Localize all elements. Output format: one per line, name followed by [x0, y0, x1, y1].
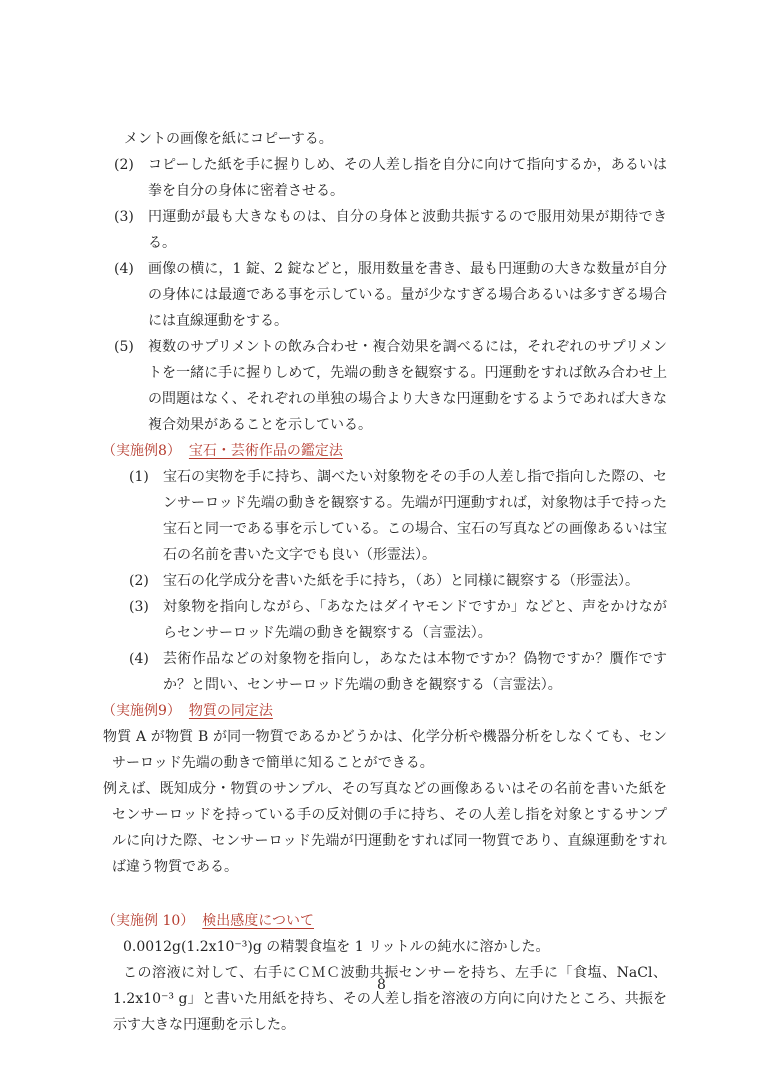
- list-item: [114, 152, 667, 204]
- item-text: 対象物を指向しながら、「あなたはダイヤモンドですか」などと、声をかけながらセンサーロッド先端の動きを観察する（言霊法）。: [163, 599, 667, 641]
- item-text: 複数のサプリメントの飲み合わせ・複合効果を調べるには，それぞれのサプリメントを一緒に手に握りしめて，先端の動きを観察する。円運動をすれば飲み合わせ上の問題はなく、それぞれの単独の場合より大きな円運動をするようであれば大きな複合効果があることを示している。: [148, 339, 667, 433]
- item-text: コピーした紙を手に握りしめ、その人差し指を自分に向けて指向するか，あるいは拳を自分の身体に密着させる。: [148, 157, 667, 199]
- page-number: 8: [377, 977, 386, 993]
- example8-title: 宝石・芸術作品の鑑定法: [188, 443, 343, 459]
- item-number: (2): [129, 573, 149, 589]
- item-number: (3): [129, 599, 149, 615]
- item-text: 宝石の化学成分を書いた紙を手に持ち，（あ）と同様に観察する（形霊法）。: [163, 573, 639, 589]
- section-gap: [100, 880, 667, 908]
- item-number: (5): [114, 339, 134, 355]
- example9-label: （実施例9）: [102, 703, 181, 719]
- list-item: [114, 256, 667, 334]
- list-item: [114, 204, 667, 256]
- example10-heading: [102, 908, 667, 934]
- intro-numbered-list: [114, 152, 667, 438]
- continuation-line: メントの画像を紙にコピーする。: [124, 131, 333, 147]
- list-item: [129, 646, 667, 698]
- example9-heading: [102, 698, 667, 724]
- example10-paragraph: この溶液に対して、右手にＣＭＣ波動共振センサーを持ち、左手に「食塩、NaCl、1.2x10⁻³ g」と書いた用紙を持ち、その人差し指を溶液の方向に向けたところ、共振を示す大きな円運動を示した。: [113, 965, 667, 1033]
- example10-paragraph: 0.0012g(1.2x10⁻³)g の精製食塩を 1 リットルの純水に溶かした。: [123, 939, 550, 955]
- example9-title: 物質の同定法: [188, 703, 273, 719]
- example10-label: （実施例 10）: [102, 913, 195, 929]
- example10-title: 検出感度について: [202, 913, 314, 929]
- item-text: 宝石の実物を手に持ち、調べたい対象物をその手の人差し指で指向した際の、センサーロッド先端の動きを観察する。先端が円運動すれば，対象物は手で持った宝石と同一である事を示している。この場合、宝石の写真などの画像あるいは宝石の名前を書いた文字でも良い（形霊法）。: [163, 469, 667, 563]
- list-item: [129, 594, 667, 646]
- item-text: 芸術作品などの対象物を指向し，あなたは本物ですか？偽物ですか？贋作ですか？と問い、センサーロッド先端の動きを観察する（言霊法）。: [163, 651, 667, 693]
- example8-numbered-list: [129, 464, 667, 698]
- item-number: (3): [114, 209, 134, 225]
- item-number: (4): [129, 651, 149, 667]
- example9-paragraph: 例えば、既知成分・物質のサンプル、その写真などの画像あるいはその名前を書いた紙をセンサーロッドを持っている手の反対側の手に持ち、その人差し指を対象とするサンプルに向けた際、センサーロッド先端が円運動をすれば同一物質であり、直線運動をすれば違う物質である。: [103, 781, 667, 875]
- example8-heading: [102, 438, 667, 464]
- item-number: (1): [129, 469, 149, 485]
- item-text: 円運動が最も大きなものは、自分の身体と波動共振するので服用効果が期待できる。: [148, 209, 667, 251]
- example9-paragraph: 物質 A が物質 B が同一物質であるかどうかは、化学分析や機器分析をしなくても、センサーロッド先端の動きで簡単に知ることができる。: [103, 729, 667, 771]
- list-item: [129, 568, 667, 594]
- example8-label: （実施例8）: [102, 443, 181, 459]
- item-number: (2): [114, 157, 134, 173]
- item-text: 画像の横に，1 錠、2 錠などと，服用数量を書き、最も円運動の大きな数量が自分の身体には最適である事を示している。量が少なすぎる場合あるいは多すぎる場合には直線運動をする。: [148, 261, 667, 329]
- list-item: [129, 464, 667, 568]
- item-number: (4): [114, 261, 134, 277]
- list-item: [114, 334, 667, 438]
